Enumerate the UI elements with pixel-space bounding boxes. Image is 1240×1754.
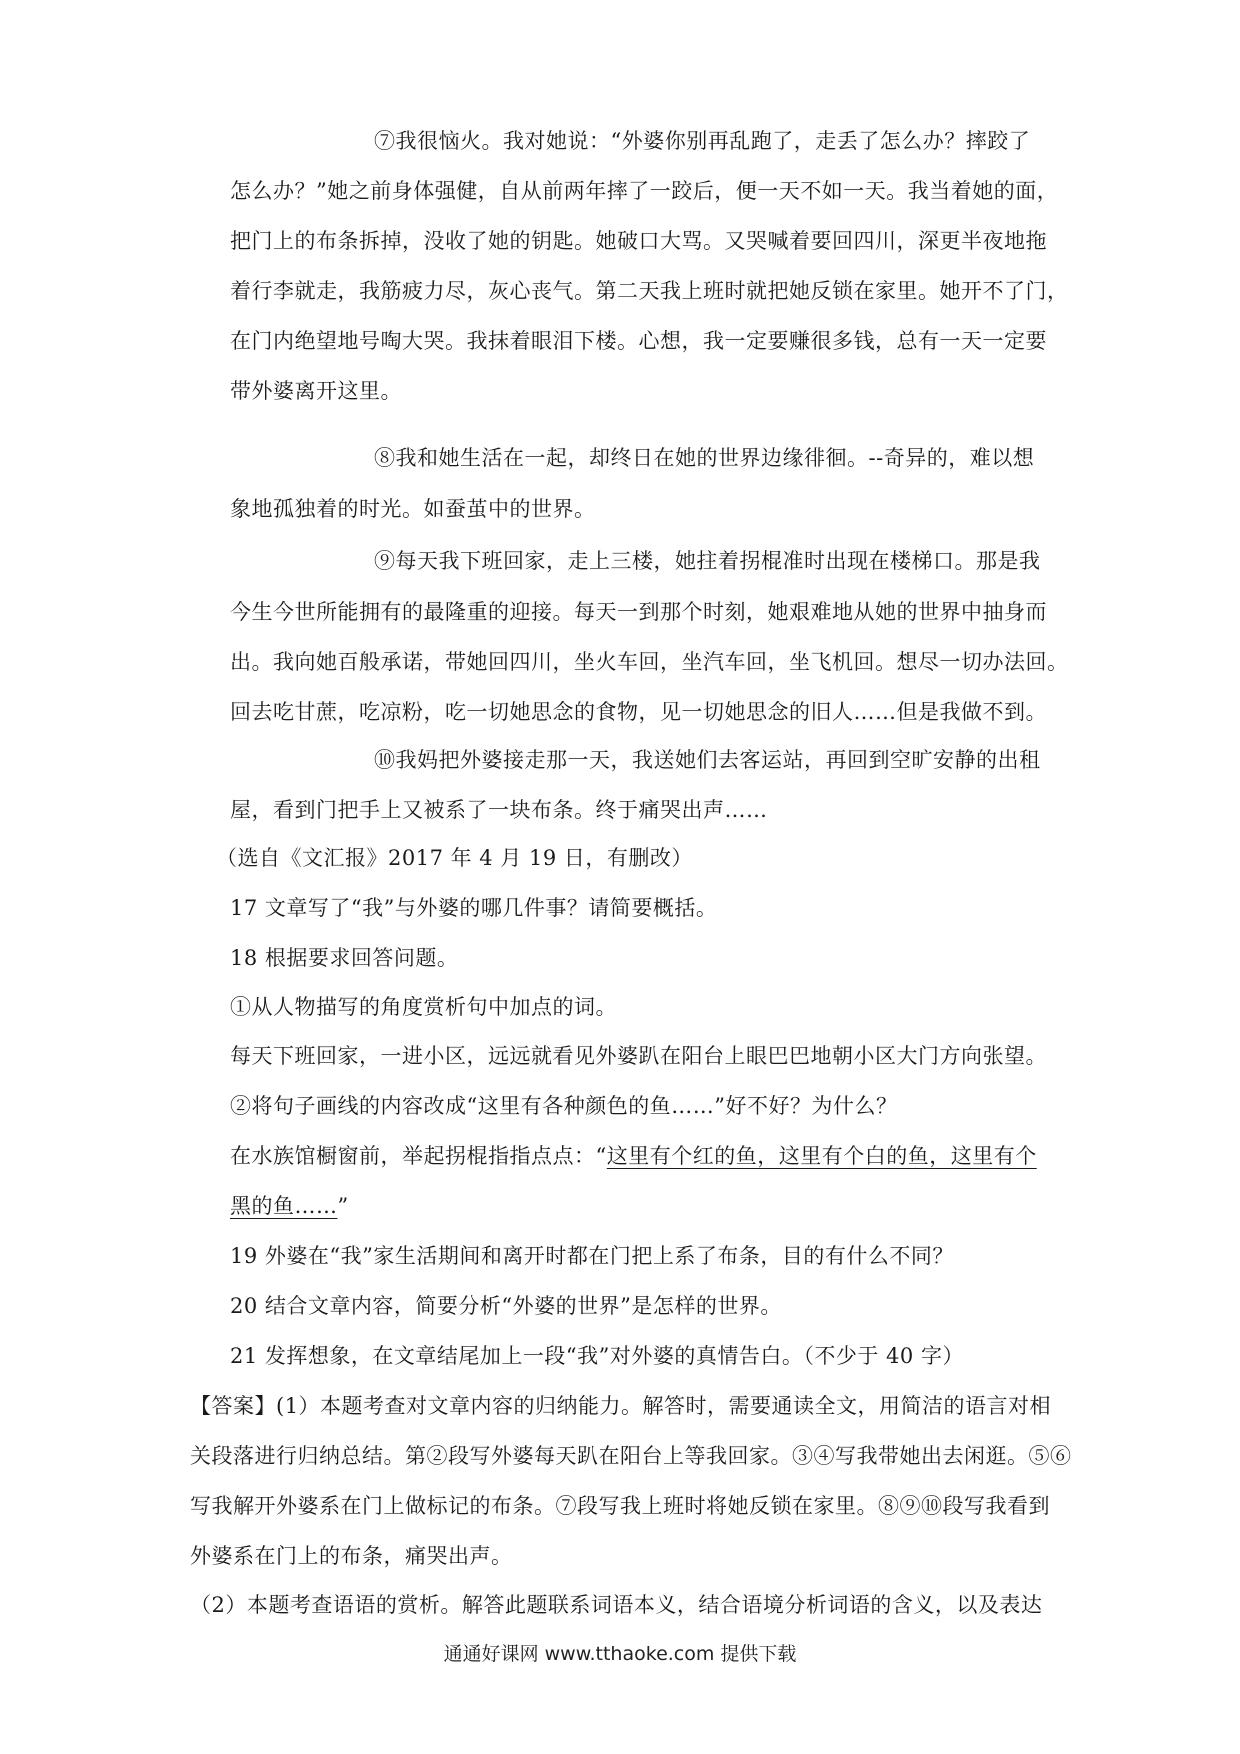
question-18-part-2-sentence-line-2 — [230, 1191, 349, 1221]
passage-p10-line-1: ⑩我妈把外婆接走那一天，我送她们去客运站，再回到空旷安静的出租 — [374, 748, 1041, 772]
question-18-part-1: ①从人物描写的角度赏析句中加点的词。 — [230, 995, 617, 1019]
question-18: 18 根据要求回答问题。 — [230, 946, 459, 970]
answer-line-2: 关段落进行归纳总结。第②段写外婆每天趴在阳台上等我回家。③④写我带她出去闲逛。⑤⑥ — [190, 1444, 1072, 1468]
passage-p8-line-1: ⑧我和她生活在一起，却终日在她的世界边缘徘徊。--奇异的，难以想 — [374, 446, 1035, 470]
underlined-text-continued: 黑的鱼…… — [230, 1194, 338, 1218]
passage-p7-line-1: ⑦我很恼火。我对她说：“外婆你别再乱跑了，走丢了怎么办？摔跤了 — [374, 129, 1031, 153]
passage-p7-line-4: 着行李就走，我筋疲力尽，灰心丧气。第二天我上班时就把她反锁在家里。她开不了门， — [230, 279, 1069, 303]
page-footer: 通通好课网 www.tthaoke.com 提供下载 — [443, 1643, 797, 1665]
passage-p9-line-1: ⑨每天我下班回家，走上三楼，她拄着拐棍准时出现在楼梯口。那是我 — [374, 549, 1041, 573]
answer-line-5: （2）本题考查语语的赏析。解答此题联系词语本义，结合语境分析词语的含义，以及表达 — [190, 1593, 1043, 1617]
question-18-part-2: ②将句子画线的内容改成“这里有各种颜色的鱼……”好不好？为什么？ — [230, 1094, 898, 1118]
passage-p8-line-2: 象地孤独着的时光。如蚕茧中的世界。 — [230, 497, 596, 521]
question-21: 21 发挥想象，在文章结尾加上一段“我”对外婆的真情告白。（不少于 40 字） — [230, 1344, 964, 1368]
passage-source: （选自《文汇报》2017 年 4 月 19 日，有删改） — [216, 846, 693, 870]
answer-line-1: 【答案】(1）本题考查对文章内容的归纳能力。解答时，需要通读全文，用简洁的语言对相 — [190, 1394, 1052, 1418]
question-18-part-2-sentence-line-1 — [230, 1141, 1037, 1171]
underlined-text: 这里有个红的鱼，这里有个白的鱼，这里有个 — [606, 1144, 1037, 1168]
sentence-prefix: 在水族馆橱窗前，举起拐棍指指点点：“ — [230, 1144, 607, 1168]
question-17: 17 文章写了“我”与外婆的哪几件事？请简要概括。 — [230, 896, 718, 920]
passage-p7-line-2: 怎么办？”她之前身体强健，自从前两年摔了一跤后，便一天不如一天。我当着她的面， — [230, 179, 1059, 203]
question-19: 19 外婆在“我”家生活期间和离开时都在门把上系了布条，目的有什么不同？ — [230, 1244, 954, 1268]
answer-line-4: 外婆系在门上的布条，痛哭出声。 — [190, 1544, 513, 1568]
passage-p9-line-2: 今生今世所能拥有的最隆重的迎接。每天一到那个时刻，她艰难地从她的世界中抽身而 — [230, 600, 1047, 624]
passage-p7-line-6: 带外婆离开这里。 — [230, 379, 402, 403]
sentence-suffix: ” — [337, 1194, 349, 1218]
passage-p7-line-5: 在门内绝望地号啕大哭。我抹着眼泪下楼。心想，我一定要赚很多钱，总有一天一定要 — [230, 329, 1047, 353]
question-18-part-1-sentence: 每天下班回家，一进小区，远远就看见外婆趴在阳台上眼巴巴地朝小区大门方向张望。 — [230, 1044, 1047, 1068]
passage-p9-line-3: 出。我向她百般承诺，带她回四川，坐火车回，坐汽车回，坐飞机回。想尽一切办法回。 — [230, 650, 1069, 674]
passage-p7-line-3: 把门上的布条拆掉，没收了她的钥匙。她破口大骂。又哭喊着要回四川，深更半夜地拖 — [230, 229, 1047, 253]
question-20: 20 结合文章内容，简要分析“外婆的世界”是怎样的世界。 — [230, 1294, 782, 1318]
passage-p9-line-4: 回去吃甘蔗，吃凉粉，吃一切她思念的食物，见一切她思念的旧人……但是我做不到。 — [230, 700, 1047, 724]
answer-line-3: 写我解开外婆系在门上做标记的布条。⑦段写我上班时将她反锁在家里。⑧⑨⑩段写我看到 — [190, 1494, 1050, 1518]
passage-p10-line-2: 屋，看到门把手上又被系了一块布条。终于痛哭出声…… — [230, 798, 768, 822]
